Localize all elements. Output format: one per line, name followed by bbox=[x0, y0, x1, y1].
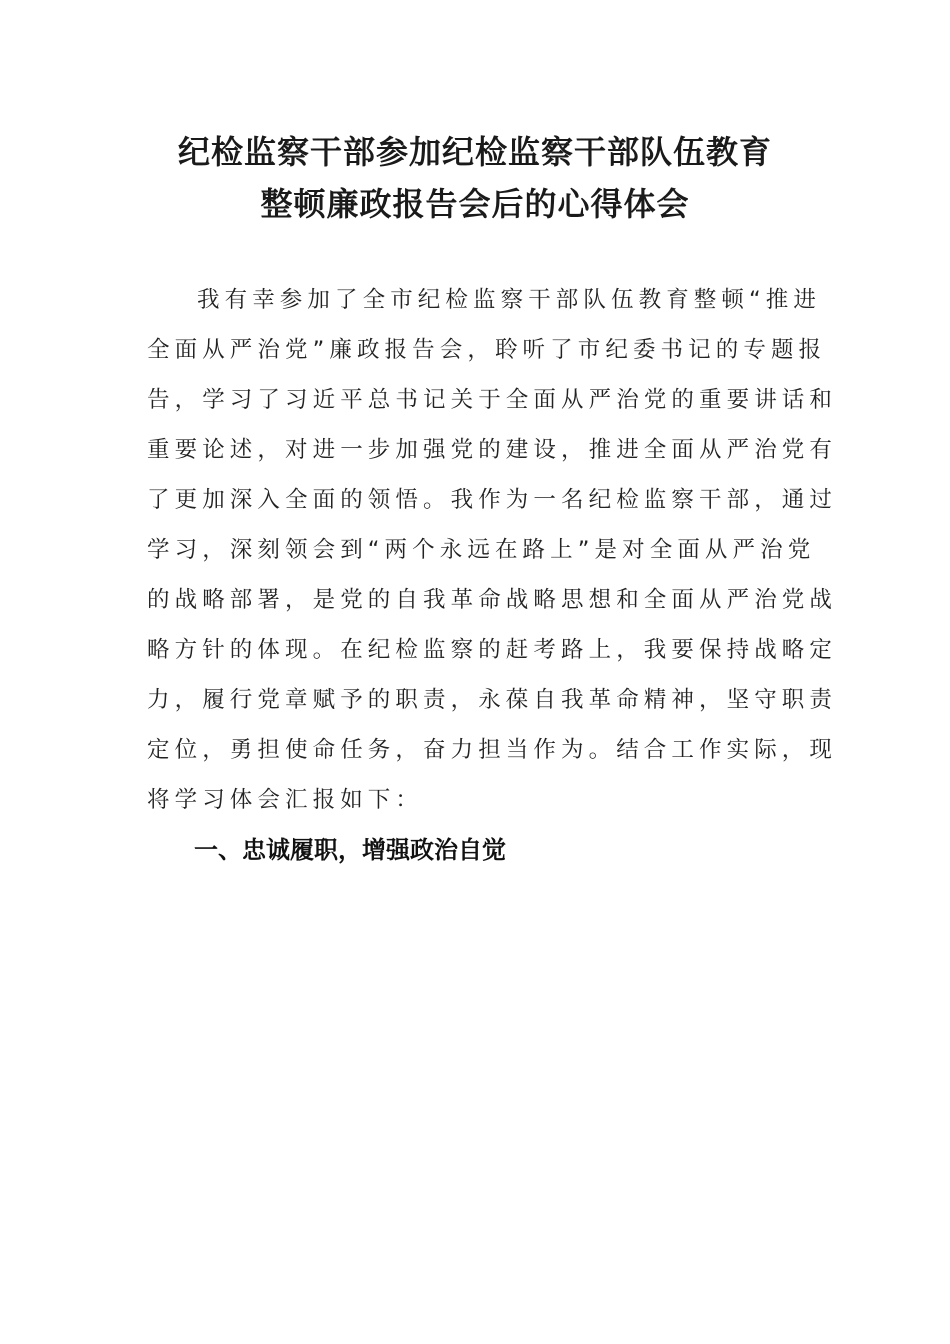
body-line: 告，学习了习近平总书记关于全面从严治党的重要讲话和 bbox=[147, 387, 838, 413]
body-line: 将学习体会汇报如下： bbox=[147, 787, 424, 813]
body-line: 学习，深刻领会到“两个永远在路上”是对全面从严治党 bbox=[147, 537, 816, 563]
body-line: 略方针的体现。在纪检监察的赶考路上，我要保持战略定 bbox=[147, 637, 838, 663]
body-line: 我有幸参加了全市纪检监察干部队伍教育整顿“推进 bbox=[197, 287, 821, 313]
body-line: 的战略部署，是党的自我革命战略思想和全面从严治党战 bbox=[147, 587, 838, 613]
document-title-line-1: 纪检监察干部参加纪检监察干部队伍教育 bbox=[177, 133, 772, 171]
body-line: 力，履行党章赋予的职责，永葆自我革命精神，坚守职责 bbox=[147, 687, 838, 713]
section-heading: 一、忠诚履职，增强政治自觉 bbox=[194, 836, 506, 864]
body-paragraph bbox=[147, 275, 838, 825]
body-line: 了更加深入全面的领悟。我作为一名纪检监察干部，通过 bbox=[147, 487, 838, 513]
body-line: 重要论述，对进一步加强党的建设，推进全面从严治党有 bbox=[147, 437, 838, 463]
body-line: 全面从严治党”廉政报告会，聆听了市纪委书记的专题报 bbox=[147, 337, 827, 363]
document-title-line-2: 整顿廉政报告会后的心得体会 bbox=[260, 185, 690, 223]
body-line: 定位，勇担使命任务，奋力担当作为。结合工作实际，现 bbox=[147, 737, 838, 763]
